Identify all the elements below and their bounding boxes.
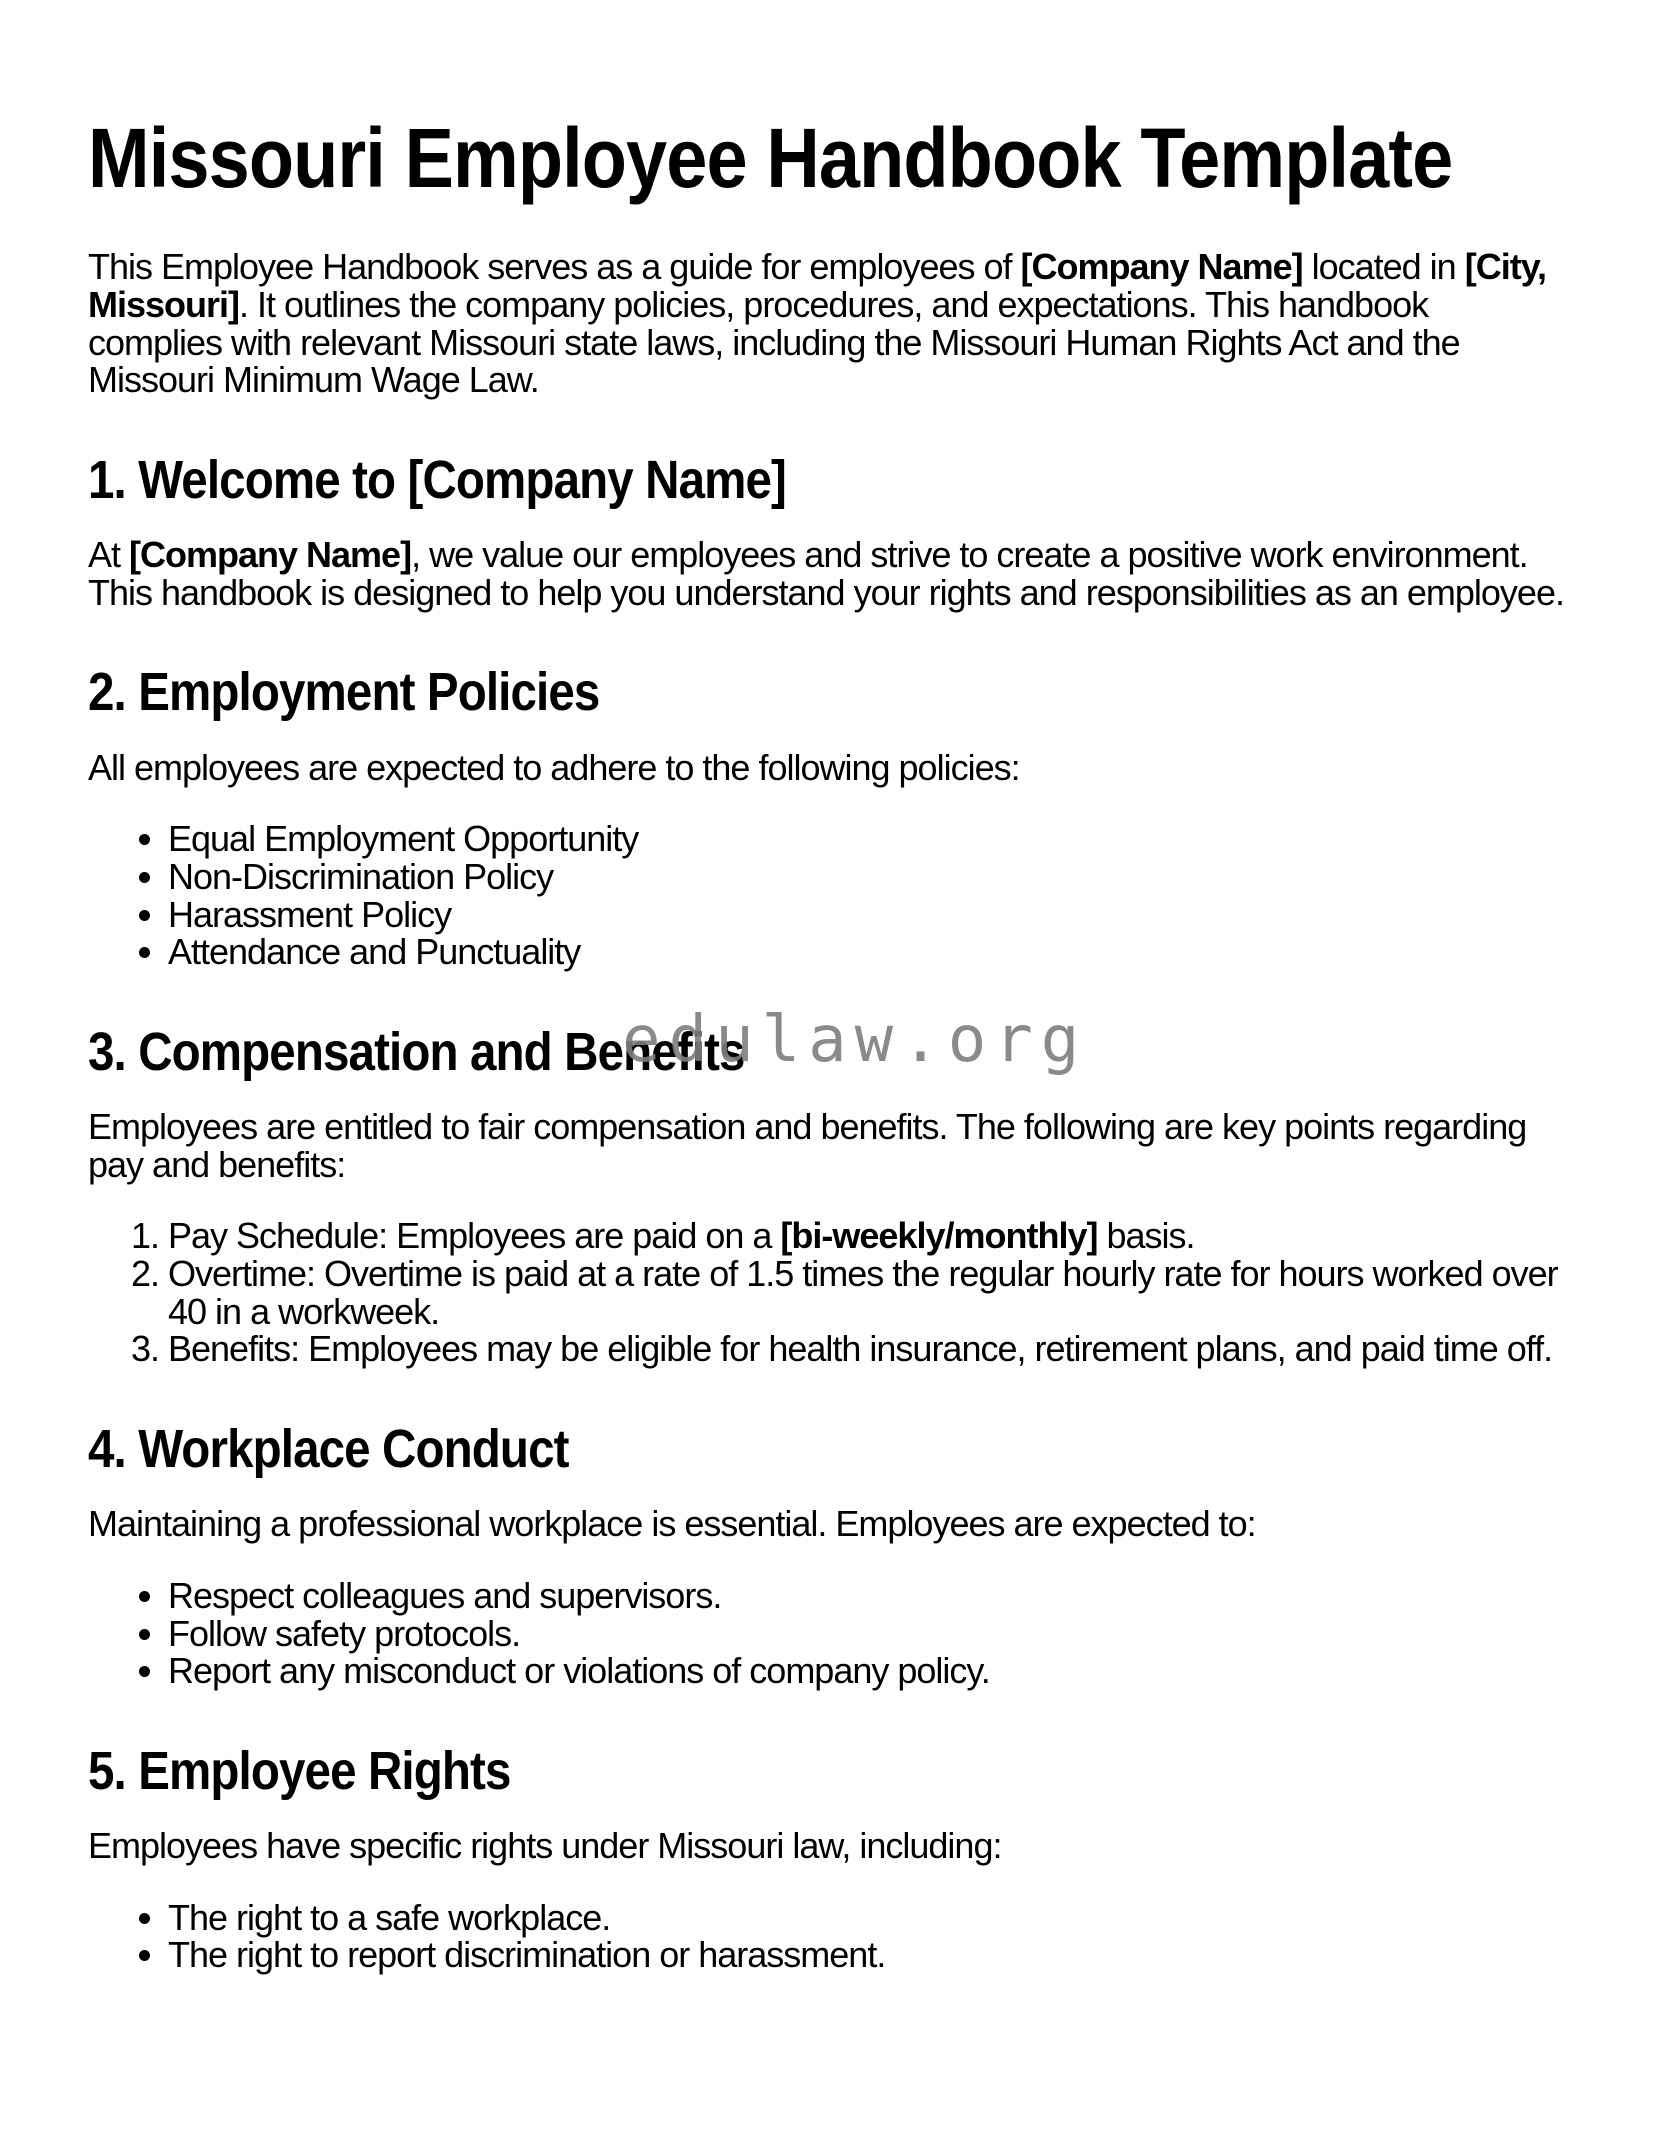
workplace-conduct-list (88, 1574, 1564, 1692)
list-item: • Non-Discrimination Policy (168, 858, 1564, 896)
pay-schedule-placeholder: [bi-weekly/monthly] (780, 1215, 1098, 1257)
list-item: • The right to a safe workplace. (168, 1899, 1564, 1937)
section-heading-compensation: 3. Compensation and Benefits (88, 1021, 745, 1082)
welcome-text: , we value our employees and strive to create a positive work environment. This handbook is designed to help you understand your rights and responsibilities as an employee. (88, 534, 1564, 613)
list-item: • The right to report discrimination or harassment. (168, 1936, 1564, 1974)
list-item: • Respect colleagues and supervisors. (168, 1577, 1564, 1615)
company-name-placeholder: [Company Name] (129, 534, 412, 576)
compensation-lead: Employees are entitled to fair compensation and benefits. The following are key points regarding pay and benefits: (88, 1106, 1527, 1185)
list-item: • Attendance and Punctuality (168, 933, 1564, 971)
list-item: • Harassment Policy (168, 896, 1564, 934)
intro-text: This Employee Handbook serves as a guide for employees of (88, 246, 1021, 288)
welcome-text: At (88, 534, 130, 576)
employment-policies-lead: All employees are expected to adhere to the following policies: (88, 746, 1020, 788)
intro-paragraph (88, 246, 1564, 401)
list-item-text: basis. (1097, 1215, 1195, 1257)
employment-policies-list (88, 818, 1564, 973)
intro-text: . It outlines the company policies, procedures, and expectations. This handbook complies with relevant Missouri state laws, including the Missouri Human Rights Act and the Missouri Minimum Wage Law. (88, 284, 1460, 401)
company-name-placeholder: [Company Name] (1020, 246, 1303, 288)
city-placeholder: [City, Missouri] (88, 246, 1547, 325)
section-heading-workplace-conduct: 4. Workplace Conduct (88, 1418, 569, 1479)
section-heading-employee-rights: 5. Employee Rights (88, 1740, 511, 1801)
workplace-conduct-lead: Maintaining a professional workplace is essential. Employees are expected to: (88, 1503, 1256, 1545)
page-title: Missouri Employee Handbook Template (88, 111, 1453, 205)
employee-rights-list (88, 1896, 1564, 1976)
list-item: • Follow safety protocols. (168, 1615, 1564, 1653)
intro-text: located in (1302, 246, 1465, 288)
compensation-list (88, 1215, 1564, 1370)
watermark-text: edulaw.org (622, 1002, 1088, 1077)
section-heading-employment-policies: 2. Employment Policies (88, 662, 600, 723)
section-heading-welcome: 1. Welcome to [Company Name] (88, 449, 787, 510)
list-item: • Report any misconduct or violations of company policy. (168, 1652, 1564, 1690)
list-item: 3. Benefits: Employees may be eligible for health insurance, retirement plans, and paid time off. (168, 1330, 1564, 1368)
compensation-heading-row (88, 1002, 1564, 1082)
welcome-paragraph (88, 536, 1564, 611)
employee-rights-lead: Employees have specific rights under Missouri law, including: (88, 1825, 1002, 1867)
list-item (168, 1217, 1564, 1255)
list-item: 2. Overtime: Overtime is paid at a rate of 1.5 times the regular hourly rate for hours worked over 40 in a workweek. (168, 1255, 1564, 1330)
list-item-text: Pay Schedule: Employees are paid on a (168, 1215, 781, 1257)
list-item: • Equal Employment Opportunity (168, 820, 1564, 858)
